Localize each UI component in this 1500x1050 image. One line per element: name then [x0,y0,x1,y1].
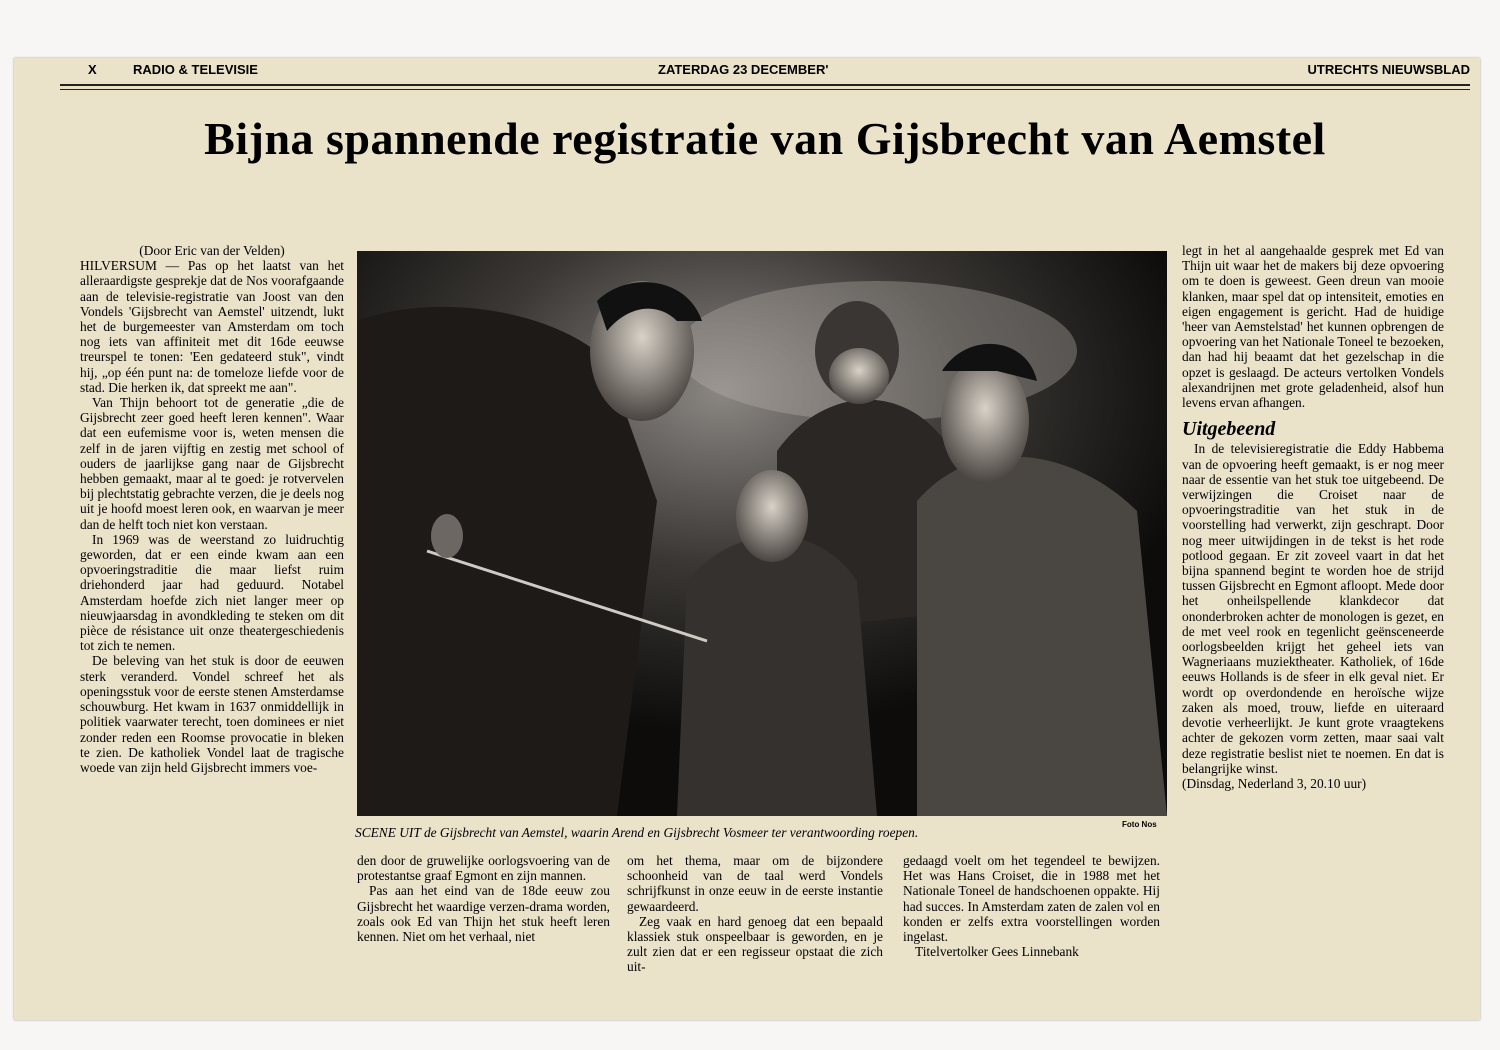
scene-photo [357,251,1167,816]
paragraph: legt in het al aangehaalde gesprek met Ed van Thijn uit waar het de makers bij deze opvoering om te doen is geweest. Geen dreun van mooie klanken, maar spel dat op intensiteit, emoties en eigen engagement is gericht. Had de huidige 'heer van Aemstelstad' het kunnen opbrengen de opvoering van het Nationale Toneel te bezoeken, dan had hij beaamt dat het gezelschap in die opzet is geslaagd. De acteurs vertolken Vondels alexandrijnen met grote geladenheid, alsof hun levens ervan afhangen. [1182,243,1444,411]
article-column-4 [903,853,1160,959]
article-column-2 [357,853,610,944]
byline: (Door Eric van der Velden) [139,243,285,258]
issue-date: ZATERDAG 23 DECEMBER' [658,62,829,77]
paragraph: Zeg vaak en hard genoeg dat een bepaald klassiek stuk onspeelbaar is geworden, en je zult zien dat er een regisseur opstaat die zich uit- [627,913,883,975]
paragraph: In de televisieregistratie die Eddy Habbema van de opvoering heeft gemaakt, is er nog meer naar de essentie van het stuk toe uitgebeend. De verwijzingen die Croiset naar de opvoeringstraditie van het stuk in de voorstelling had verwerkt, zijn geschrapt. Door nog meer uitwijdingen in de tekst is het rode potlood gegaan. Er zit zoveel vaart in dat het bijna spannend begint te worden hoe de strijd tussen Gijsbrecht en Egmont afloopt. Mede door het onheilspellende klankdecor dat ononderbroken achter de monologen is gezet, en de met veel rook en tegenlicht geënsceneerde oorlogsbeelden krijgt het geheel iets van Wagneriaans muziektheater. Katholiek, of 16de eeuws Hollands is de sfeer in elk geval niet. Er wordt op overdondende en heroïsche wijze zaken als moed, trouw, liefde en uiteraard devotie verheerlijkt. Je kunt grote vraagtekens achter de gekozen vorm zetten, maar saai valt deze registratie beslist niet te noemen. En dat is belangrijke winst. [1182,441,1444,776]
paragraph: Van Thijn behoort tot de generatie „die de Gijsbrecht zeer goed heeft leren kennen". Waar dat een eufemisme voor is, weten mensen die zelf in de jaren vijftig en zestig met school of ouders de jaarlijkse gang naar de Gijsbrecht hebben gemaakt, maar al te goed: je rotvervelen bij plechtstatig gebrachte verzen, die je deels nog uit je hoofd moest leren ook, en waarvan je meer dan de helft toch niet kon verstaan. [80,395,344,532]
page-number: X [88,62,97,77]
article-column-5 [1182,243,1444,791]
page-header [60,62,1470,82]
paragraph: De beleving van het stuk is door de eeuwen sterk veranderd. Vondel schreef het als openingsstuk voor de eerste stenen Amsterdamse schouwburg. Het kwam in 1637 onmiddellijk in politiek vaarwater terecht, toen dominees er niet zonder reden een Roomse provocatie in bleken te zien. De katholiek Vondel laat de tragische woede van zijn held Gijsbrecht immers voe- [80,653,344,775]
headline: Bijna spannende registratie van Gijsbrecht van Aemstel [204,113,1326,164]
paragraph: Titelvertolker Gees Linnebank [915,944,1079,960]
paragraph: Pas aan het eind van de 18de eeuw zou Gijsbrecht het waardige verzen-drama worden, zoals ook Ed van Thijn het stuk heeft leren kennen. Niet om het verhaal, niet [357,883,610,945]
paragraph: In 1969 was de weerstand zo luidruchtig geworden, dat er een einde kwam aan een opvoeringstraditie die maar liefst ruim driehonderd jaar had geduurd. Notabel Amsterdam hoefde zich niet langer meer op nieuwjaarsdag in avondkleding te steken om dit pièce de résistance uit onze theatergeschiedenis tot zich te nemen. [80,531,344,654]
article-column-3 [627,853,883,975]
paragraph: HILVERSUM — Pas op het laatst van het alleraardigste gesprekje dat de Nos voorafgaande aan de televisie-registratie van Joost van den Vondels 'Gijsbrecht van Aemstel' uitzendt, lukt het de burgemeester van Amsterdam om toch nog iets van affiniteit met dit 16de eeuwse treurspel te tonen: 'Een gedateerd stuk", vindt hij, „op één punt na: de tomeloze liefde voor de stad. Die herken ik, dat spreekt me aan". [80,258,344,395]
broadcast-info: (Dinsdag, Nederland 3, 20.10 uur) [1182,775,1367,791]
section-name: RADIO & TELEVISIE [133,62,258,77]
paragraph: gedaagd voelt om het tegendeel te bewijzen. Het was Hans Croiset, die in 1988 met het Nationale Toneel de handschoenen oppakte. Hij had succes. In Amsterdam zaten de zalen vol en konden er zelfs extra voorstellingen worden ingelast. [903,853,1160,945]
article-column-1 [80,243,344,775]
paragraph: den door de gruwelijke oorlogsvoering van de protestantse graaf Egmont en zijn mannen. [357,853,610,884]
header-rule [60,84,1470,86]
photo-credit: Foto Nos [1122,820,1157,829]
subheading: Uitgebeend [1182,418,1276,441]
newspaper-name: UTRECHTS NIEUWSBLAD [1307,62,1470,77]
paragraph: om het thema, maar om de bijzondere schoonheid van de taal werd Vondels schrijfkunst in onze eeuw in de eerste instantie gewaardeerd. [627,853,883,914]
header-rule-thin [60,89,1470,90]
photo-caption: SCENE UIT de Gijsbrecht van Aemstel, waarin Arend en Gijsbrecht Vosmeer ter verantwoording roepen. [355,825,919,840]
